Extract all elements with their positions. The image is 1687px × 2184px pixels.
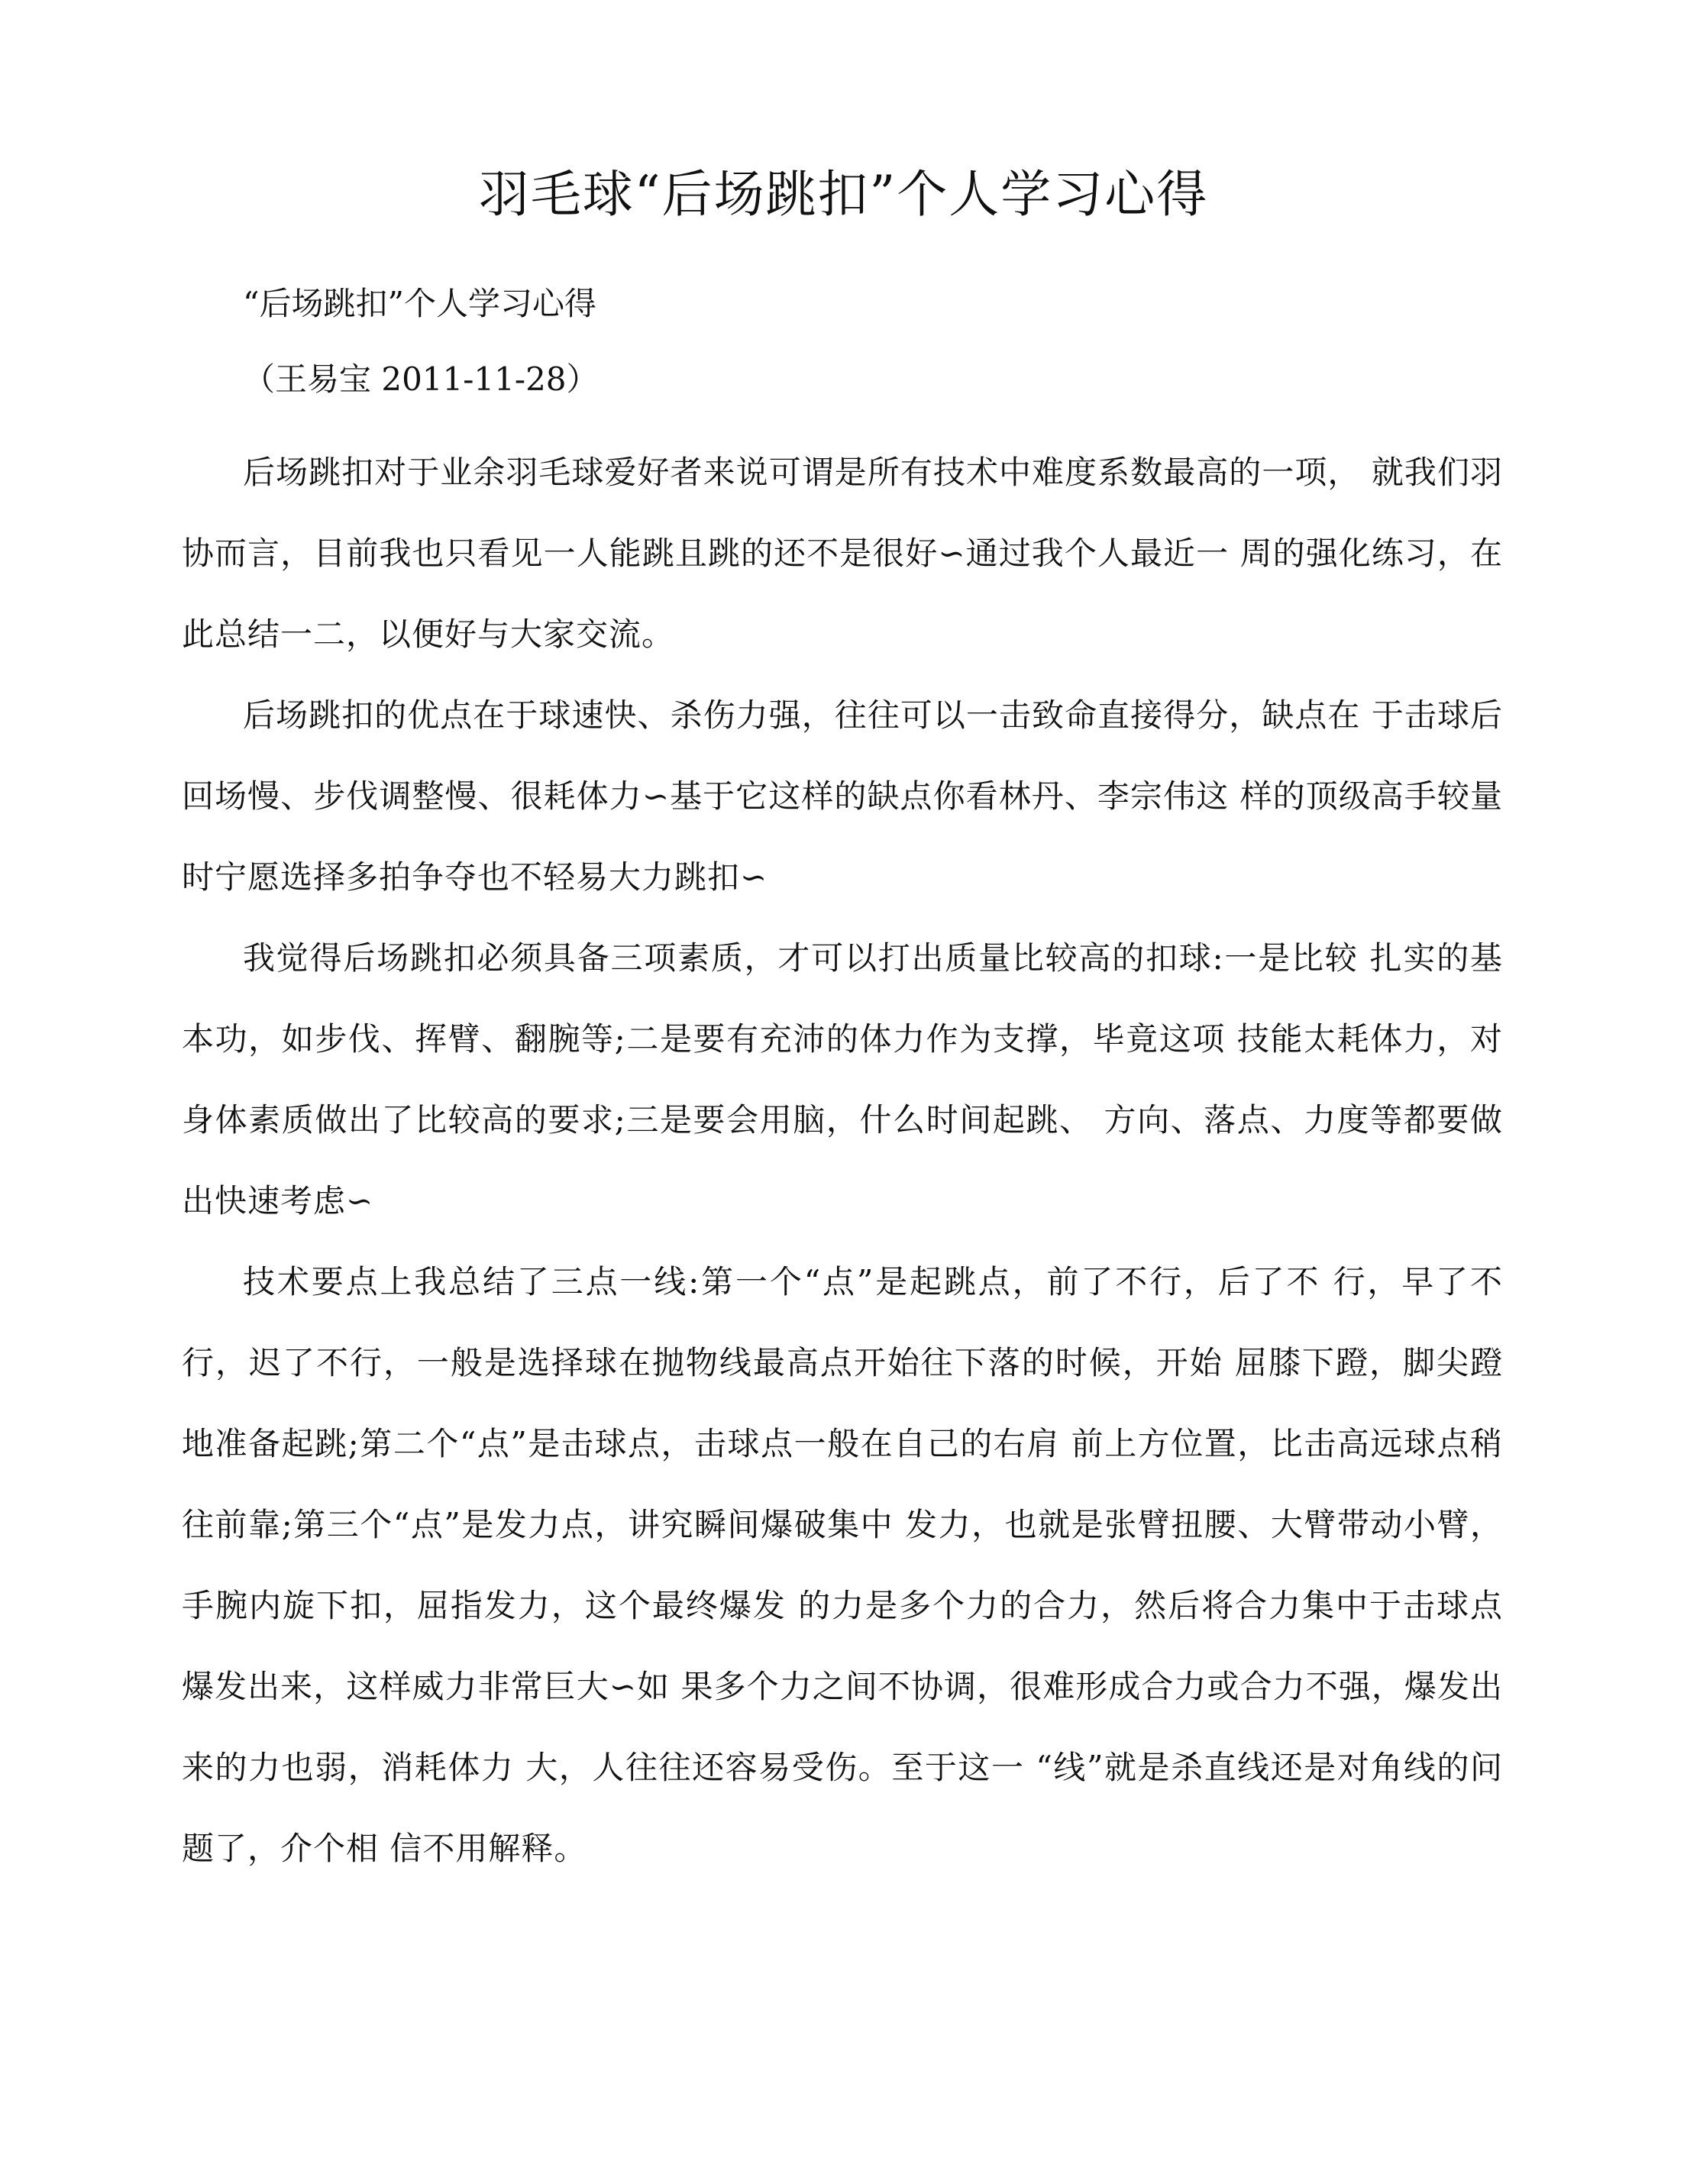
author-date-line: （王易宝 2011-11-28） <box>243 360 599 398</box>
document-title: 羽毛球“后场跳扣”个人学习心得 <box>478 165 1209 224</box>
paragraph-requirements: 我觉得后场跳扣必须具备三项素质，才可以打出质量比较高的扣球:一是比较 扎实的基本功，如步伐、挥臂、翻腕等;二是要有充沛的体力作为支撑，毕竟这项 技能太耗体力，对身体素质做出了比较高的要求;三是要会用脑，什么时间起跳、 方向、落点、力度等都要做出快速考虑∽ <box>182 939 1503 1220</box>
paragraph-intro: 后场跳扣对于业余羽毛球爱好者来说可谓是所有技术中难度系数最高的一项， 就我们羽协而言，目前我也只看见一人能跳且跳的还不是很好∽通过我个人最近一 周的强化练习，在此总结一二，以便好与大家交流。 <box>182 454 1503 653</box>
paragraph-technique: 技术要点上我总结了三点一线:第一个“点”是起跳点，前了不行，后了不 行，早了不行，迟了不行，一般是选择球在抛物线最高点开始往下落的时候，开始 屈膝下蹬，脚尖蹬地准备起跳;第二个“点”是击球点，击球点一般在自己的右肩 前上方位置，比击高远球点稍往前靠;第三个“点”是发力点，讲究瞬间爆破集中 发力，也就是张臂扭腰、大臂带动小臂，手腕内旋下扣，屈指发力，这个最终爆发 的力是多个力的合力，然后将合力集中于击球点爆发出来，这样威力非常巨大∽如 果多个力之间不协调，很难形成合力或合力不强，爆发出来的力也弱，消耗体力 大，人往往还容易受伤。至于这一 “线”就是杀直线还是对角线的问题了，介个相 信不用解释。 <box>182 1263 1503 1867</box>
document-body <box>182 281 1503 1889</box>
document-subtitle: “后场跳扣”个人学习心得 <box>243 285 596 322</box>
paragraph-pros-cons: 后场跳扣的优点在于球速快、杀伤力强，往往可以一击致命直接得分，缺点在 于击球后回场慢、步伐调整慢、很耗体力∽基于它这样的缺点你看林丹、李宗伟这 样的顶级高手较量时宁愿选择多拍争夺也不轻易大力跳扣∽ <box>182 696 1503 896</box>
